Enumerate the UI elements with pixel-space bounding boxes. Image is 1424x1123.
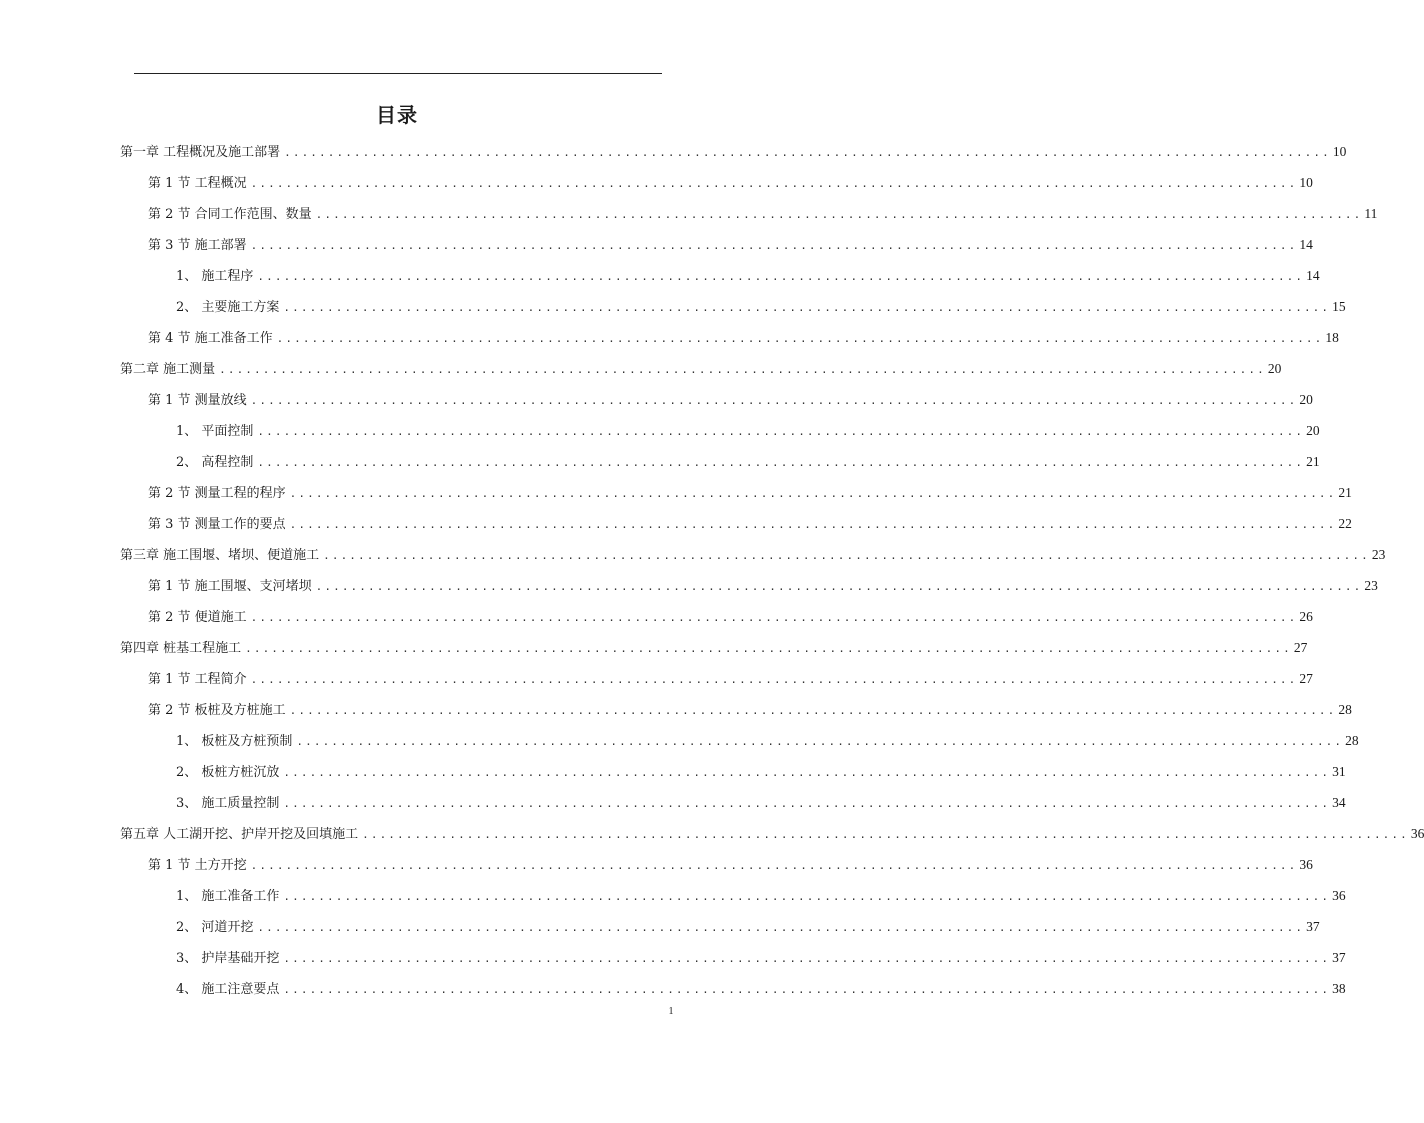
dot-leader: ........................................................................................................................ xyxy=(283,301,1331,314)
toc-entry-label: 1、 施工准备工作 xyxy=(176,889,280,904)
toc-entry-page: 15 xyxy=(1332,299,1346,314)
toc-entry[interactable] xyxy=(176,794,1346,813)
dot-leader: ........................................................................................................................ xyxy=(289,487,1337,500)
toc-entry-label: 第 1 节 工程简介 xyxy=(148,672,247,687)
dot-leader: ........................................................................................................................ xyxy=(283,952,1331,965)
toc-entry-label: 2、 主要施工方案 xyxy=(176,300,280,315)
toc-entry-page: 37 xyxy=(1332,950,1346,965)
toc-entry-label: 第 1 节 施工围堰、支河堵坝 xyxy=(148,579,312,594)
dot-leader: ........................................................................................................................ xyxy=(257,425,1305,438)
dot-leader: ........................................................................................................................ xyxy=(283,766,1331,779)
toc-title: 目录 xyxy=(376,103,418,127)
toc-entry-page: 36 xyxy=(1410,826,1424,841)
dot-leader: ........................................................................................................................ xyxy=(315,580,1363,593)
toc-entry-page: 31 xyxy=(1332,764,1346,779)
toc-entry-page: 28 xyxy=(1345,733,1359,748)
toc-entry-page: 27 xyxy=(1293,640,1308,655)
toc-entry-page: 36 xyxy=(1299,857,1313,872)
toc-entry-label: 第 2 节 便道施工 xyxy=(148,610,247,625)
toc-entry-page: 27 xyxy=(1299,671,1313,686)
dot-leader: ........................................................................................................................ xyxy=(219,363,1266,376)
dot-leader: ........................................................................................................................ xyxy=(362,828,1409,841)
toc-entry[interactable] xyxy=(148,577,1378,596)
toc-entry[interactable] xyxy=(148,391,1313,410)
toc-entry[interactable] xyxy=(176,298,1346,317)
dot-leader: ........................................................................................................................ xyxy=(283,797,1331,810)
toc-entry-label: 1、 施工程序 xyxy=(176,269,254,284)
toc-entry[interactable] xyxy=(148,856,1313,875)
toc-entry[interactable] xyxy=(176,918,1320,937)
toc-entry-page: 22 xyxy=(1338,516,1352,531)
dot-leader: ........................................................................................................................ xyxy=(296,735,1344,748)
dot-leader: ........................................................................................................................ xyxy=(250,394,1298,407)
dot-leader: ........................................................................................................................ xyxy=(250,177,1298,190)
dot-leader: ........................................................................................................................ xyxy=(315,208,1363,221)
toc-entry[interactable] xyxy=(148,515,1352,534)
toc-entry-label: 第 3 节 测量工作的要点 xyxy=(148,517,286,532)
dot-leader: ........................................................................................................................ xyxy=(283,890,1331,903)
toc-entry[interactable] xyxy=(148,608,1313,627)
toc-entry[interactable] xyxy=(176,763,1346,782)
toc-entry-page: 23 xyxy=(1364,578,1378,593)
dot-leader: ........................................................................................................................ xyxy=(289,704,1337,717)
toc-entry-page: 10 xyxy=(1299,175,1313,190)
toc-entry[interactable] xyxy=(120,639,1308,658)
dot-leader: ........................................................................................................................ xyxy=(250,673,1298,686)
dot-leader: ........................................................................................................................ xyxy=(276,332,1324,345)
toc-entry-page: 20 xyxy=(1267,361,1282,376)
dot-leader: ........................................................................................................................ xyxy=(283,983,1331,996)
toc-entry-label: 第二章 施工测量 xyxy=(120,362,216,377)
toc-entry[interactable] xyxy=(120,546,1386,565)
toc-entry-label: 第四章 桩基工程施工 xyxy=(120,641,242,656)
toc-entry[interactable] xyxy=(120,360,1282,379)
toc-entry-label: 第一章 工程概况及施工部署 xyxy=(120,145,281,160)
toc-entry-label: 1、 平面控制 xyxy=(176,424,254,439)
toc-entry[interactable] xyxy=(176,732,1359,751)
toc-entry-label: 3、 护岸基础开挖 xyxy=(176,951,280,966)
toc-entry[interactable] xyxy=(120,825,1424,844)
dot-leader: ........................................................................................................................ xyxy=(250,239,1298,252)
toc-entry[interactable] xyxy=(176,453,1320,472)
dot-leader: ........................................................................................................................ xyxy=(257,270,1305,283)
dot-leader: ........................................................................................................................ xyxy=(289,518,1337,531)
dot-leader: ........................................................................................................................ xyxy=(284,146,1331,159)
toc-entry-page: 10 xyxy=(1332,144,1347,159)
toc-entry-page: 37 xyxy=(1306,919,1320,934)
toc-entry-label: 第三章 施工围堰、堵坝、便道施工 xyxy=(120,548,320,563)
toc-entry-label: 2、 高程控制 xyxy=(176,455,254,470)
toc-entry[interactable] xyxy=(148,174,1313,193)
toc-entry-page: 21 xyxy=(1338,485,1352,500)
toc-entry-page: 14 xyxy=(1299,237,1313,252)
toc-entry[interactable] xyxy=(148,236,1313,255)
toc-entry-label: 2、 河道开挖 xyxy=(176,920,254,935)
dot-leader: ........................................................................................................................ xyxy=(323,549,1370,562)
toc-entry-page: 14 xyxy=(1306,268,1320,283)
toc-entry[interactable] xyxy=(176,949,1346,968)
toc-entry-page: 36 xyxy=(1332,888,1346,903)
toc-entry[interactable] xyxy=(148,205,1378,224)
toc-entry-page: 21 xyxy=(1306,454,1320,469)
toc-entry-page: 11 xyxy=(1364,206,1378,221)
toc-entry-label: 第 1 节 土方开挖 xyxy=(148,858,247,873)
toc-entry[interactable] xyxy=(176,422,1320,441)
toc-entry-page: 23 xyxy=(1371,547,1386,562)
toc-entry-page: 18 xyxy=(1325,330,1339,345)
toc-entry[interactable] xyxy=(176,267,1320,286)
toc-entry-label: 第五章 人工湖开挖、护岸开挖及回填施工 xyxy=(120,827,359,842)
toc-entry-label: 第 2 节 板桩及方桩施工 xyxy=(148,703,286,718)
dot-leader: ........................................................................................................................ xyxy=(257,921,1305,934)
dot-leader: ........................................................................................................................ xyxy=(250,859,1298,872)
dot-leader: ........................................................................................................................ xyxy=(250,611,1298,624)
toc-entry-label: 3、 施工质量控制 xyxy=(176,796,280,811)
toc-entry[interactable] xyxy=(148,701,1352,720)
toc-entry[interactable] xyxy=(148,484,1352,503)
toc-entry-label: 第 1 节 测量放线 xyxy=(148,393,247,408)
toc-entry[interactable] xyxy=(176,887,1346,906)
toc-entry[interactable] xyxy=(176,980,1346,999)
toc-entry[interactable] xyxy=(148,329,1339,348)
dot-leader: ........................................................................................................................ xyxy=(257,456,1305,469)
toc-entry-page: 28 xyxy=(1338,702,1352,717)
toc-entry-label: 2、 板桩方桩沉放 xyxy=(176,765,280,780)
page-number: 1 xyxy=(668,1006,674,1017)
toc-entry-page: 34 xyxy=(1332,795,1346,810)
toc-entry-label: 1、 板桩及方桩预制 xyxy=(176,734,293,749)
dot-leader: ........................................................................................................................ xyxy=(245,642,1292,655)
toc-entry-label: 第 4 节 施工准备工作 xyxy=(148,331,273,346)
toc-entry-label: 第 2 节 合同工作范围、数量 xyxy=(148,207,312,222)
toc-entry-label: 4、 施工注意要点 xyxy=(176,982,280,997)
toc-entry-label: 第 1 节 工程概况 xyxy=(148,176,247,191)
toc-entry-page: 26 xyxy=(1299,609,1313,624)
toc-entry-label: 第 3 节 施工部署 xyxy=(148,238,247,253)
toc-entry[interactable] xyxy=(148,670,1313,689)
toc-entry[interactable] xyxy=(120,143,1347,162)
toc-entry-label: 第 2 节 测量工程的程序 xyxy=(148,486,286,501)
toc-entry-page: 20 xyxy=(1306,423,1320,438)
toc-entry-page: 38 xyxy=(1332,981,1346,996)
toc-entry-page: 20 xyxy=(1299,392,1313,407)
